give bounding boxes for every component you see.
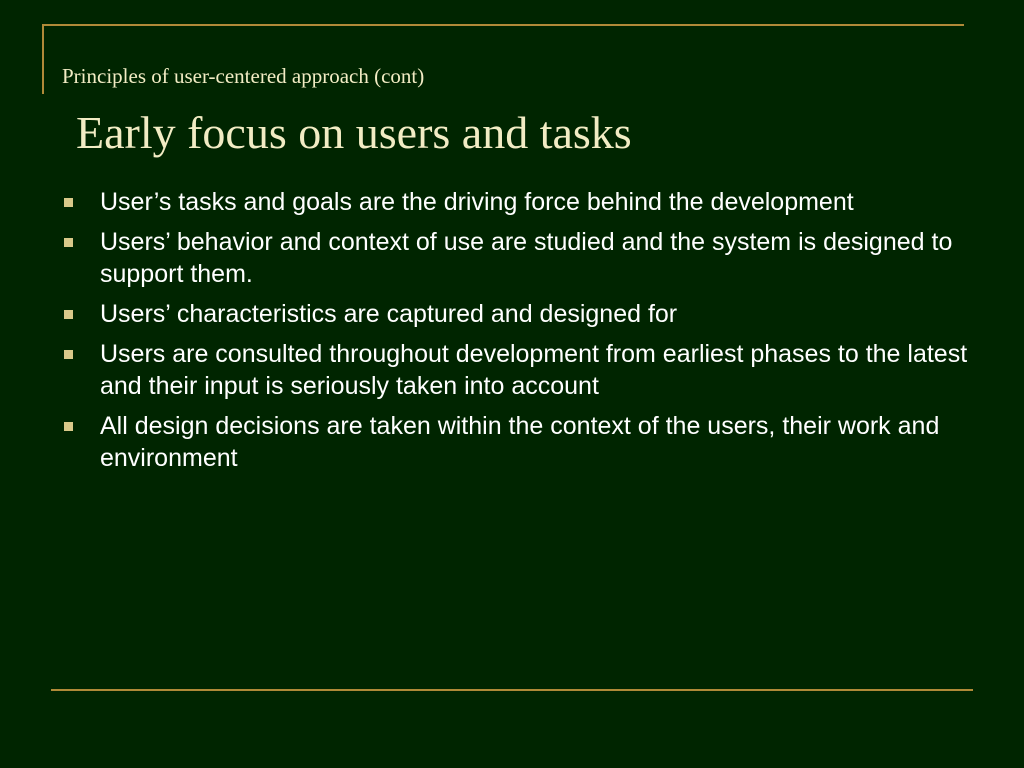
left-border-line	[42, 24, 44, 94]
bullet-text: All design decisions are taken within the context of the users, their work and environment	[100, 412, 940, 472]
bullet-text: Users’ characteristics are captured and designed for	[100, 300, 678, 328]
square-bullet-icon	[64, 238, 73, 247]
top-border-line	[42, 24, 964, 26]
slide-subtitle: Principles of user-centered approach (cont)	[62, 64, 425, 88]
bullet-item	[60, 226, 980, 290]
bullet-text: Users’ behavior and context of use are studied and the system is designed to support them.	[100, 228, 953, 288]
square-bullet-icon	[64, 198, 73, 207]
square-bullet-icon	[64, 422, 73, 431]
bullet-text: Users are consulted throughout development from earliest phases to the latest and their input is seriously taken into account	[100, 340, 968, 400]
bullet-item	[60, 338, 980, 402]
bottom-border-line	[51, 689, 973, 691]
slide-title: Early focus on users and tasks	[76, 107, 632, 158]
square-bullet-icon	[64, 350, 73, 359]
bullet-text: User’s tasks and goals are the driving force behind the development	[100, 188, 854, 216]
square-bullet-icon	[64, 310, 73, 319]
bullet-list	[60, 186, 980, 482]
bullet-item	[60, 410, 980, 474]
bullet-item	[60, 186, 980, 218]
bullet-item	[60, 298, 980, 330]
